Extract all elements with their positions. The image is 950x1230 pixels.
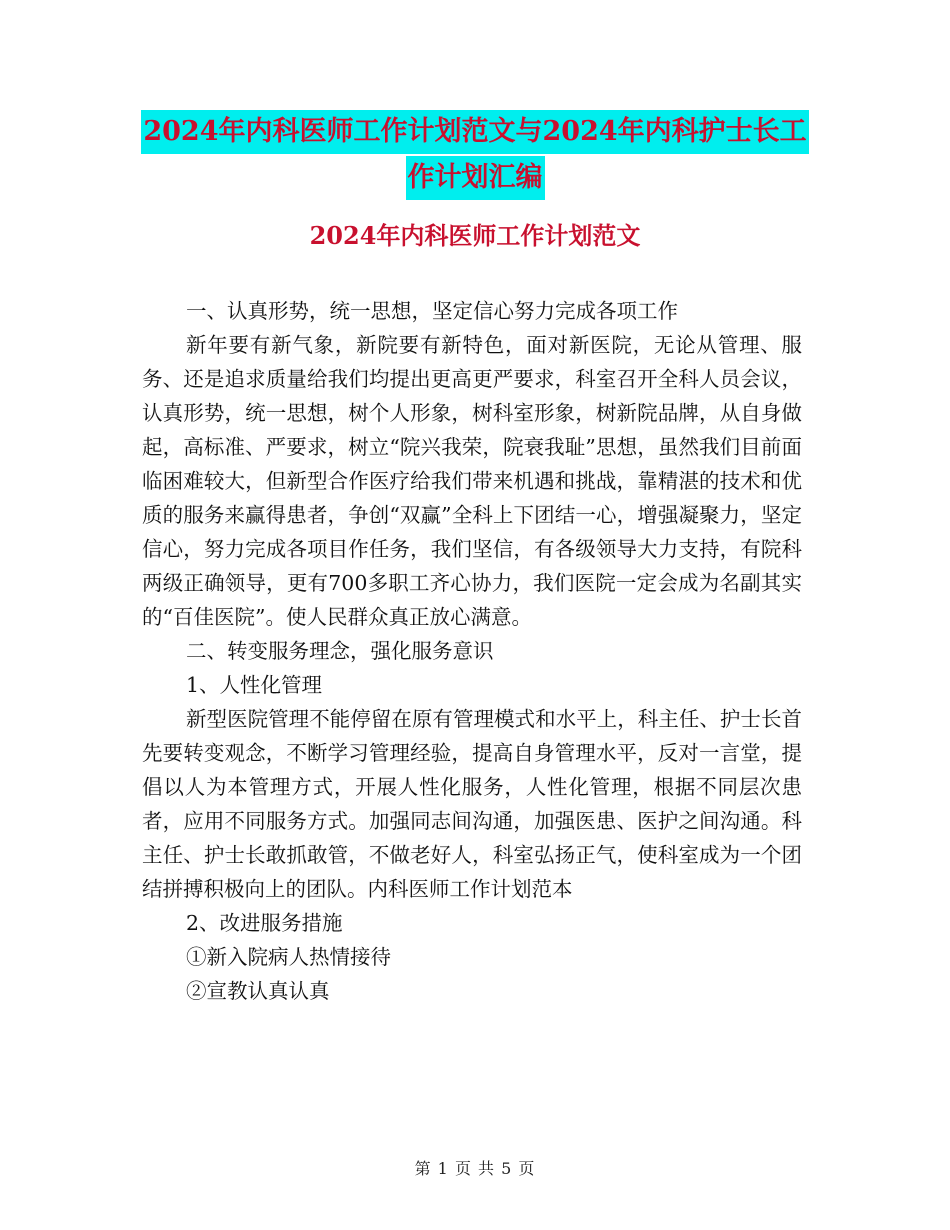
list-item-2: ②宣教认真认真 [186, 979, 330, 1003]
document-body [142, 294, 802, 1008]
paragraph-heading-1: 一、认真形势，统一思想，坚定信心努力完成各项工作 [186, 299, 678, 323]
page-number-footer: 第 1 页 共 5 页 [414, 1159, 536, 1178]
paragraph-text-1: 新年要有新气象，新院要有新特色，面对新医院，无论从管理、服务、还是追求质量给我们均提出更高更严要求，科室召开全科人员会议，认真形势，统一思想，树个人形象，树科室形象，树新院品牌，从自身做起，高标准、严要求，树立“院兴我荣，院衰我耻”思想，虽然我们目前面临困难较大，但新型合作医疗给我们带来机遇和挑战，靠精湛的技术和优质的服务来赢得患者，争创“双赢”全科上下团结一心，增强凝聚力，坚定信心，努力完成各项目作任务，我们坚信，有各级领导大力支持，有院科两级正确领导，更有700多职工齐心协力，我们医院一定会成为名副其实的“百佳医院”。使人民群众真正放心满意。 [142, 333, 802, 629]
section-subtitle: 2024年内科医师工作计划范文 [309, 221, 641, 250]
paragraph-heading-2-1: 1、人性化管理 [186, 673, 323, 697]
list-item-1: ①新入院病人热情接待 [186, 945, 391, 969]
document-title [0, 110, 950, 200]
paragraph-text-2: 新型医院管理不能停留在原有管理模式和水平上，科主任、护士长首先要转变观念，不断学习管理经验，提高自身管理水平，反对一言堂，提倡以人为本管理方式，开展人性化服务，人性化管理，根据不同层次患者，应用不同服务方式。加强同志间沟通，加强医患、医护之间沟通。科主任、护士长敢抓敢管，不做老好人，科室弘扬正气，使科室成为一个团结拼搏积极向上的团队。内科医师工作计划范本 [142, 707, 802, 901]
paragraph-heading-2: 二、转变服务理念，强化服务意识 [186, 639, 494, 663]
title-line-2: 作计划汇编 [406, 156, 545, 200]
title-line-1: 2024年内科医师工作计划范文与2024年内科护士长工 [141, 110, 808, 154]
paragraph-heading-2-2: 2、改进服务措施 [186, 911, 343, 935]
